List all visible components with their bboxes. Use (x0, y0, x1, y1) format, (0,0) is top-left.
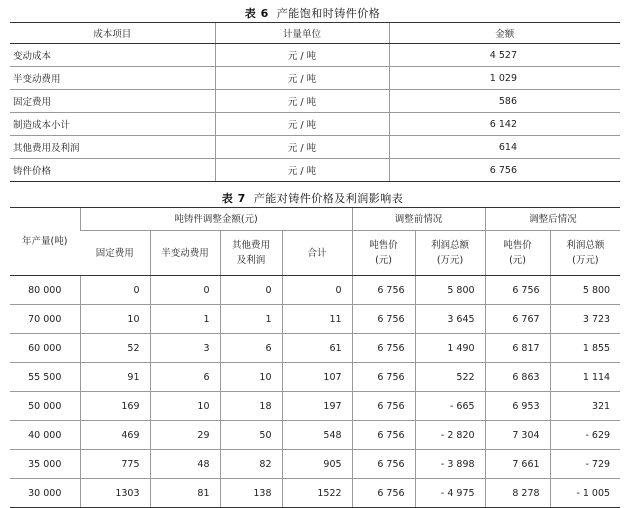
cost-item-cell: 铸件价格 (10, 159, 215, 182)
fixed-cost-cell: 10 (80, 305, 150, 334)
cost-item-cell: 固定费用 (10, 90, 215, 113)
total-cell: 61 (282, 334, 352, 363)
table6 (10, 22, 620, 182)
table7-row (10, 305, 620, 334)
total-cell: 548 (282, 421, 352, 450)
header-before-profit-l2: (万元) (436, 255, 464, 266)
annual-output-cell: 40 000 (10, 421, 80, 450)
after-price-cell: 8 278 (485, 479, 550, 508)
table7-header-row-2 (10, 231, 620, 276)
after-price-cell: 6 767 (485, 305, 550, 334)
amount-cell: 586 (389, 90, 620, 113)
header-after-profit (550, 231, 620, 276)
semi-variable-cell: 29 (150, 421, 220, 450)
total-cell: 197 (282, 392, 352, 421)
header-after-price (485, 231, 550, 276)
annual-output-cell: 55 500 (10, 363, 80, 392)
before-profit-cell: - 2 820 (415, 421, 485, 450)
after-price-cell: 6 817 (485, 334, 550, 363)
other-profit-cell: 50 (220, 421, 282, 450)
cost-item-cell: 制造成本小计 (10, 113, 215, 136)
table6-row (10, 67, 620, 90)
table7-row (10, 276, 620, 305)
amount-cell: 6 756 (389, 159, 620, 182)
header-before-profit (415, 231, 485, 276)
fixed-cost-cell: 91 (80, 363, 150, 392)
table6-row (10, 159, 620, 182)
header-before-group: 调整前情况 (352, 208, 485, 231)
table7-row (10, 363, 620, 392)
fixed-cost-cell: 469 (80, 421, 150, 450)
before-price-cell: 6 756 (352, 305, 415, 334)
table7-row (10, 421, 620, 450)
header-total: 合计 (282, 231, 352, 276)
annual-output-cell: 35 000 (10, 450, 80, 479)
semi-variable-cell: 1 (150, 305, 220, 334)
table7-header-row-1 (10, 208, 620, 231)
table6-body (10, 44, 620, 182)
table6-row (10, 90, 620, 113)
after-price-cell: 7 304 (485, 421, 550, 450)
header-before-price-l2: (元) (375, 255, 392, 266)
table7-body (10, 276, 620, 508)
after-price-cell: 7 661 (485, 450, 550, 479)
header-before-price-l1: 吨售价 (369, 240, 398, 251)
other-profit-cell: 0 (220, 276, 282, 305)
semi-variable-cell: 81 (150, 479, 220, 508)
table7-row (10, 392, 620, 421)
semi-variable-cell: 0 (150, 276, 220, 305)
other-profit-cell: 82 (220, 450, 282, 479)
annual-output-cell: 30 000 (10, 479, 80, 508)
total-cell: 0 (282, 276, 352, 305)
unit-cell: 元 / 吨 (215, 113, 389, 136)
header-annual-output: 年产量(吨) (10, 208, 80, 276)
table6-caption (0, 5, 625, 21)
cost-item-cell: 半变动费用 (10, 67, 215, 90)
table6-row (10, 113, 620, 136)
amount-cell: 1 029 (389, 67, 620, 90)
amount-cell: 4 527 (389, 44, 620, 67)
other-profit-cell: 6 (220, 334, 282, 363)
table7-number: 表 7 (221, 192, 246, 205)
cost-item-cell: 其他费用及利润 (10, 136, 215, 159)
amount-cell: 614 (389, 136, 620, 159)
after-profit-cell: 321 (550, 392, 620, 421)
after-profit-cell: - 1 005 (550, 479, 620, 508)
annual-output-cell: 80 000 (10, 276, 80, 305)
before-profit-cell: - 665 (415, 392, 485, 421)
unit-cell: 元 / 吨 (215, 67, 389, 90)
other-profit-cell: 138 (220, 479, 282, 508)
after-profit-cell: 1 114 (550, 363, 620, 392)
table7-title: 产能对铸件价格及利润影响表 (253, 192, 404, 205)
annual-output-cell: 60 000 (10, 334, 80, 363)
fixed-cost-cell: 52 (80, 334, 150, 363)
semi-variable-cell: 48 (150, 450, 220, 479)
table7-row (10, 334, 620, 363)
before-price-cell: 6 756 (352, 450, 415, 479)
table7-row (10, 450, 620, 479)
before-profit-cell: - 3 898 (415, 450, 485, 479)
other-profit-cell: 10 (220, 363, 282, 392)
header-other-profit-l2: 及利润 (236, 255, 266, 266)
header-after-price-l1: 吨售价 (503, 240, 532, 251)
semi-variable-cell: 3 (150, 334, 220, 363)
before-profit-cell: 1 490 (415, 334, 485, 363)
before-price-cell: 6 756 (352, 363, 415, 392)
header-cost-item: 成本项目 (10, 23, 215, 44)
before-price-cell: 6 756 (352, 392, 415, 421)
cost-item-cell: 变动成本 (10, 44, 215, 67)
header-adjust-group: 吨铸件调整金额(元) (80, 208, 352, 231)
after-profit-cell: 1 855 (550, 334, 620, 363)
table6-header-row (10, 23, 620, 44)
total-cell: 1522 (282, 479, 352, 508)
header-after-price-l2: (元) (509, 255, 527, 266)
annual-output-cell: 70 000 (10, 305, 80, 334)
fixed-cost-cell: 169 (80, 392, 150, 421)
header-amount: 金额 (389, 23, 620, 44)
table6-row (10, 136, 620, 159)
before-price-cell: 6 756 (352, 479, 415, 508)
header-unit: 计量单位 (215, 23, 389, 44)
header-before-price (352, 231, 415, 276)
annual-output-cell: 50 000 (10, 392, 80, 421)
before-profit-cell: 3 645 (415, 305, 485, 334)
header-other-profit (220, 231, 282, 276)
header-semi-variable: 半变动费用 (150, 231, 220, 276)
header-other-profit-l1: 其他费用 (231, 240, 270, 251)
header-after-profit-l2: (万元) (572, 255, 599, 266)
fixed-cost-cell: 0 (80, 276, 150, 305)
unit-cell: 元 / 吨 (215, 159, 389, 182)
after-profit-cell: 3 723 (550, 305, 620, 334)
unit-cell: 元 / 吨 (215, 136, 389, 159)
after-price-cell: 6 756 (485, 276, 550, 305)
semi-variable-cell: 6 (150, 363, 220, 392)
fixed-cost-cell: 775 (80, 450, 150, 479)
after-price-cell: 6 863 (485, 363, 550, 392)
after-profit-cell: - 729 (550, 450, 620, 479)
before-price-cell: 6 756 (352, 334, 415, 363)
header-before-profit-l1: 利润总额 (431, 240, 470, 251)
unit-cell: 元 / 吨 (215, 90, 389, 113)
header-after-group: 调整后情况 (485, 208, 620, 231)
total-cell: 905 (282, 450, 352, 479)
before-price-cell: 6 756 (352, 276, 415, 305)
header-after-profit-l1: 利润总额 (566, 240, 605, 251)
before-profit-cell: - 4 975 (415, 479, 485, 508)
total-cell: 107 (282, 363, 352, 392)
after-profit-cell: 5 800 (550, 276, 620, 305)
amount-cell: 6 142 (389, 113, 620, 136)
table7 (10, 207, 620, 508)
semi-variable-cell: 10 (150, 392, 220, 421)
fixed-cost-cell: 1303 (80, 479, 150, 508)
before-price-cell: 6 756 (352, 421, 415, 450)
unit-cell: 元 / 吨 (215, 44, 389, 67)
table6-row (10, 44, 620, 67)
table6-title: 产能饱和时铸件价格 (276, 7, 381, 20)
other-profit-cell: 1 (220, 305, 282, 334)
before-profit-cell: 522 (415, 363, 485, 392)
after-price-cell: 6 953 (485, 392, 550, 421)
after-profit-cell: - 629 (550, 421, 620, 450)
header-fixed-cost: 固定费用 (80, 231, 150, 276)
before-profit-cell: 5 800 (415, 276, 485, 305)
table7-caption (0, 190, 625, 206)
other-profit-cell: 18 (220, 392, 282, 421)
total-cell: 11 (282, 305, 352, 334)
table7-row (10, 479, 620, 508)
table6-number: 表 6 (244, 7, 269, 20)
